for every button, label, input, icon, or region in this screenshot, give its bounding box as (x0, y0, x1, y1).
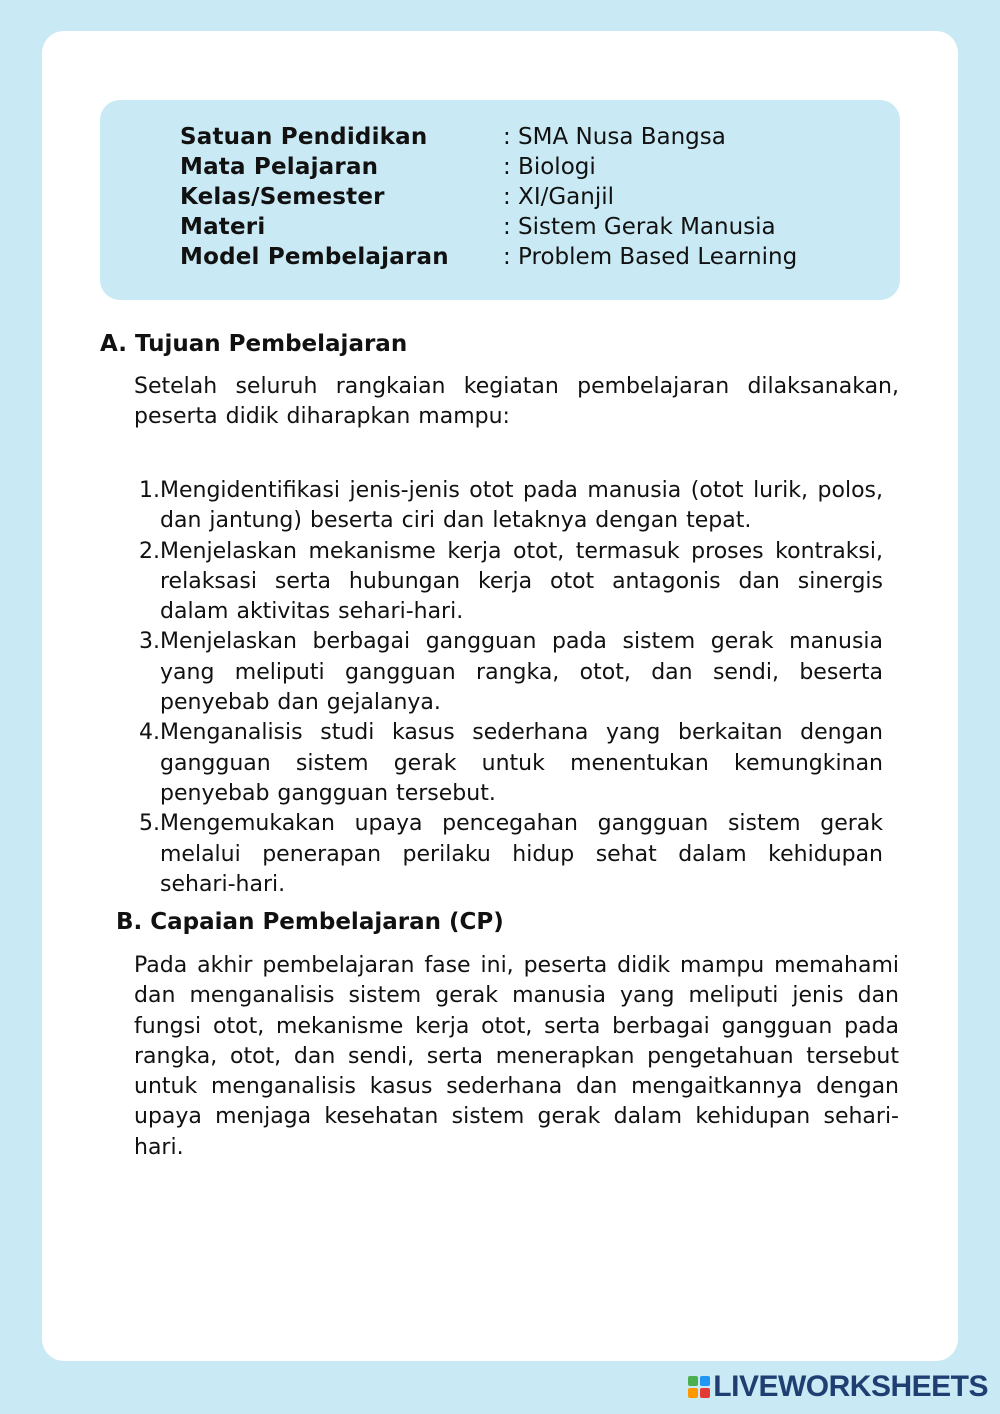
list-item (134, 476, 883, 537)
list-item-number: 1. (139, 478, 160, 503)
info-label: Kelas/Semester (180, 184, 385, 210)
info-label: Satuan Pendidikan (180, 124, 428, 150)
info-label: Model Pembelajaran (180, 244, 449, 270)
learning-goals-intro: Setelah seluruh rangkaian kegiatan pembelajaran dilaksanakan, peserta didik diharapkan mampu: (134, 374, 899, 430)
list-item (134, 627, 883, 718)
liveworksheets-logo-icon (688, 1376, 710, 1398)
learning-outcomes-text: Pada akhir pembelajaran fase ini, peserta didik mampu memahami dan menganalisis sistem gerak manusia yang meliputi jenis dan fungsi otot, mekanisme kerja otot, serta berbagai gangguan pada rangka, otot, dan sendi, serta menerapkan pengetahuan tersebut untuk menganalisis kasus sederhana dan mengaitkannya dengan upaya menjaga kesehatan sistem gerak dalam kehidupan sehari-hari. (134, 953, 899, 1160)
info-value: : Sistem Gerak Manusia (503, 214, 776, 240)
info-value: : Problem Based Learning (503, 244, 798, 270)
info-label: Materi (180, 214, 266, 240)
list-item-number: 4. (139, 720, 160, 746)
info-row-material (180, 212, 900, 242)
list-item (134, 718, 883, 809)
info-value: : XI/Ganjil (503, 184, 615, 210)
info-row-subject (180, 152, 900, 182)
list-item-number: 2. (139, 538, 160, 564)
liveworksheets-logo[interactable] (688, 1370, 988, 1404)
info-row-class (180, 182, 900, 212)
info-label: Mata Pelajaran (180, 154, 379, 180)
info-value: : Biologi (503, 154, 596, 180)
info-row-model (180, 242, 900, 272)
list-item (134, 809, 883, 900)
lesson-info-box (100, 100, 900, 300)
list-item-text: Menganalisis studi kasus sederhana yang berkaitan dengan gangguan sistem gerak untuk menentukan kemungkinan penyebab gangguan tersebut. (160, 720, 883, 806)
list-item-text: Menjelaskan berbagai gangguan pada sistem gerak manusia yang meliputi gangguan rangka, otot, dan sendi, beserta penyebab dan gejalanya. (160, 629, 883, 716)
objectives-list (134, 476, 883, 900)
list-item-number: 3. (139, 629, 160, 655)
section-title-learning-outcomes: B. Capaian Pembelajaran (CP) (116, 909, 504, 935)
brand-text: LIVEWORKSHEETS (713, 1370, 988, 1403)
list-item-text: Mengidentifikasi jenis-jenis otot pada manusia (otot lurik, polos, dan jantung) beserta ciri dan letaknya dengan tepat. (160, 478, 883, 534)
list-item-number: 5. (139, 811, 160, 837)
list-item-text: Menjelaskan mekanisme kerja otot, termasuk proses kontraksi, relaksasi serta hubungan kerja otot antagonis dan sinergis dalam aktivitas sehari-hari. (160, 538, 883, 625)
section-title-learning-goals: A. Tujuan Pembelajaran (100, 331, 408, 357)
info-row-school (180, 122, 900, 152)
worksheet-card (42, 31, 958, 1361)
info-value: : SMA Nusa Bangsa (503, 124, 726, 150)
list-item (134, 537, 883, 628)
list-item-text: Mengemukakan upaya pencegahan gangguan sistem gerak melalui penerapan perilaku hidup sehat dalam kehidupan sehari-hari. (160, 811, 883, 897)
